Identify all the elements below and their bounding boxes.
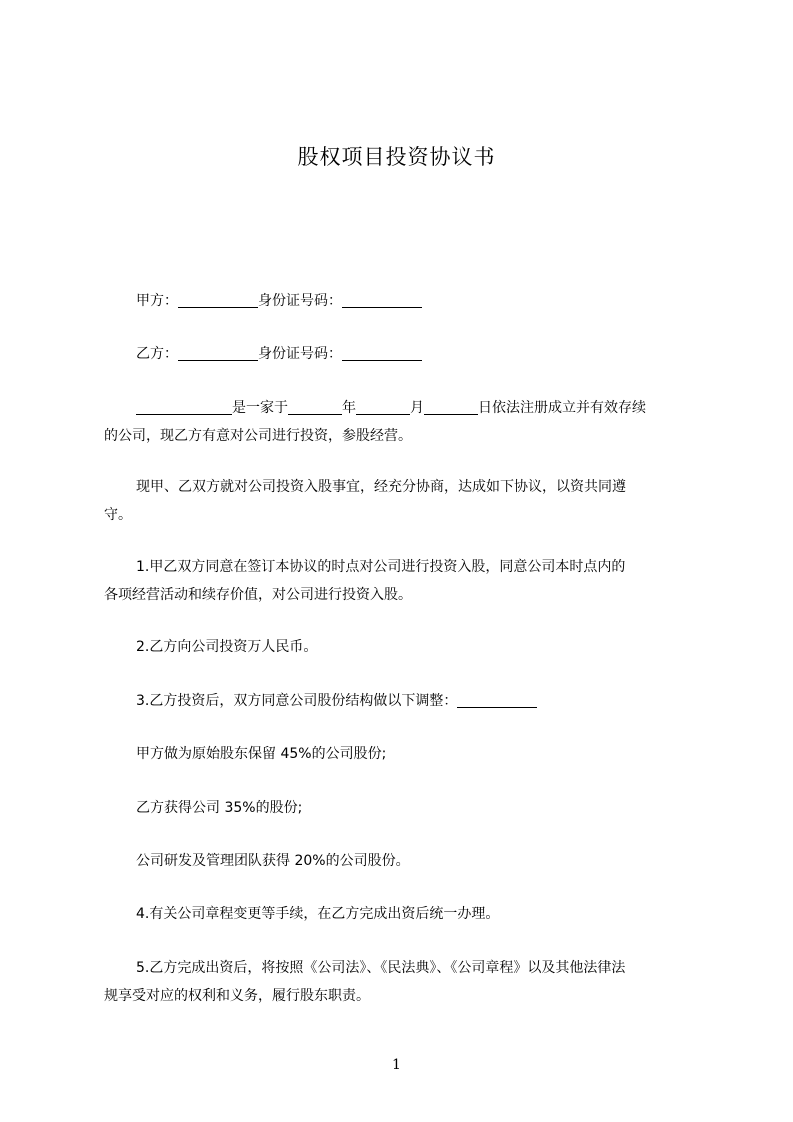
- clause-1-line-1: 1.甲乙双方同意在签订本协议的时点对公司进行投资入股，同意公司本时点内的: [136, 559, 626, 575]
- party-b-id-blank: [342, 345, 422, 361]
- party-b-id-label: 身份证号码：: [258, 346, 342, 362]
- party-a-line: [104, 287, 736, 315]
- day-blank: [424, 399, 478, 415]
- company-intro-paragraph: [104, 394, 704, 450]
- document-title: 股权项目投资协议书: [297, 145, 496, 169]
- party-b-name-blank: [178, 345, 258, 361]
- clause-3-item-b: 乙方获得公司 35%的股份;: [136, 800, 303, 816]
- clause-5-line-1: 5.乙方完成出资后，将按照《公司法》、《民法典》、《公司章程》以及其他法律法: [136, 960, 626, 976]
- clause-2: 2.乙方向公司投资万人民币。: [136, 639, 318, 655]
- company-intro-text-2: 日依法注册成立并有效存续: [478, 400, 646, 416]
- clause-3: [104, 687, 736, 715]
- clause-3-item-c: 公司研发及管理团队获得 20%的公司股份。: [136, 853, 410, 869]
- party-a-id-blank: [342, 292, 422, 308]
- preamble-paragraph: [104, 473, 704, 529]
- clause-5: [104, 954, 704, 1010]
- year-label: 年: [342, 400, 356, 416]
- party-a-name-blank: [178, 292, 258, 308]
- company-intro-line-1: [104, 394, 704, 422]
- company-name-blank: [136, 399, 232, 415]
- clause-3-item-a: 甲方做为原始股东保留 45%的公司股份;: [136, 746, 387, 762]
- year-blank: [288, 399, 342, 415]
- clause-1-line-2: 各项经营活动和续存价值，对公司进行投资入股。: [104, 587, 412, 603]
- page-number: 1: [392, 1057, 401, 1073]
- party-b-line: [104, 340, 736, 368]
- clause-1: [104, 553, 704, 609]
- company-intro-text-1: 是一家于: [232, 400, 288, 416]
- party-b-label: 乙方：: [136, 346, 178, 362]
- party-a-id-label: 身份证号码：: [258, 293, 342, 309]
- preamble-line-2: 守。: [104, 507, 132, 523]
- clause-3-blank: [457, 692, 537, 708]
- party-a-label: 甲方：: [136, 293, 178, 309]
- clause-4: 4.有关公司章程变更等手续，在乙方完成出资后统一办理。: [136, 906, 500, 922]
- clause-5-line-2: 规享受对应的权利和义务，履行股东职责。: [104, 988, 370, 1004]
- company-intro-line-2: 的公司，现乙方有意对公司进行投资，参股经营。: [104, 428, 412, 444]
- month-label: 月: [410, 400, 424, 416]
- month-blank: [356, 399, 410, 415]
- clause-3-text: 3.乙方投资后，双方同意公司股份结构做以下调整：: [136, 693, 458, 709]
- preamble-line-1: 现甲、乙双方就对公司投资入股事宜，经充分协商，达成如下协议，以资共同遵: [136, 479, 626, 495]
